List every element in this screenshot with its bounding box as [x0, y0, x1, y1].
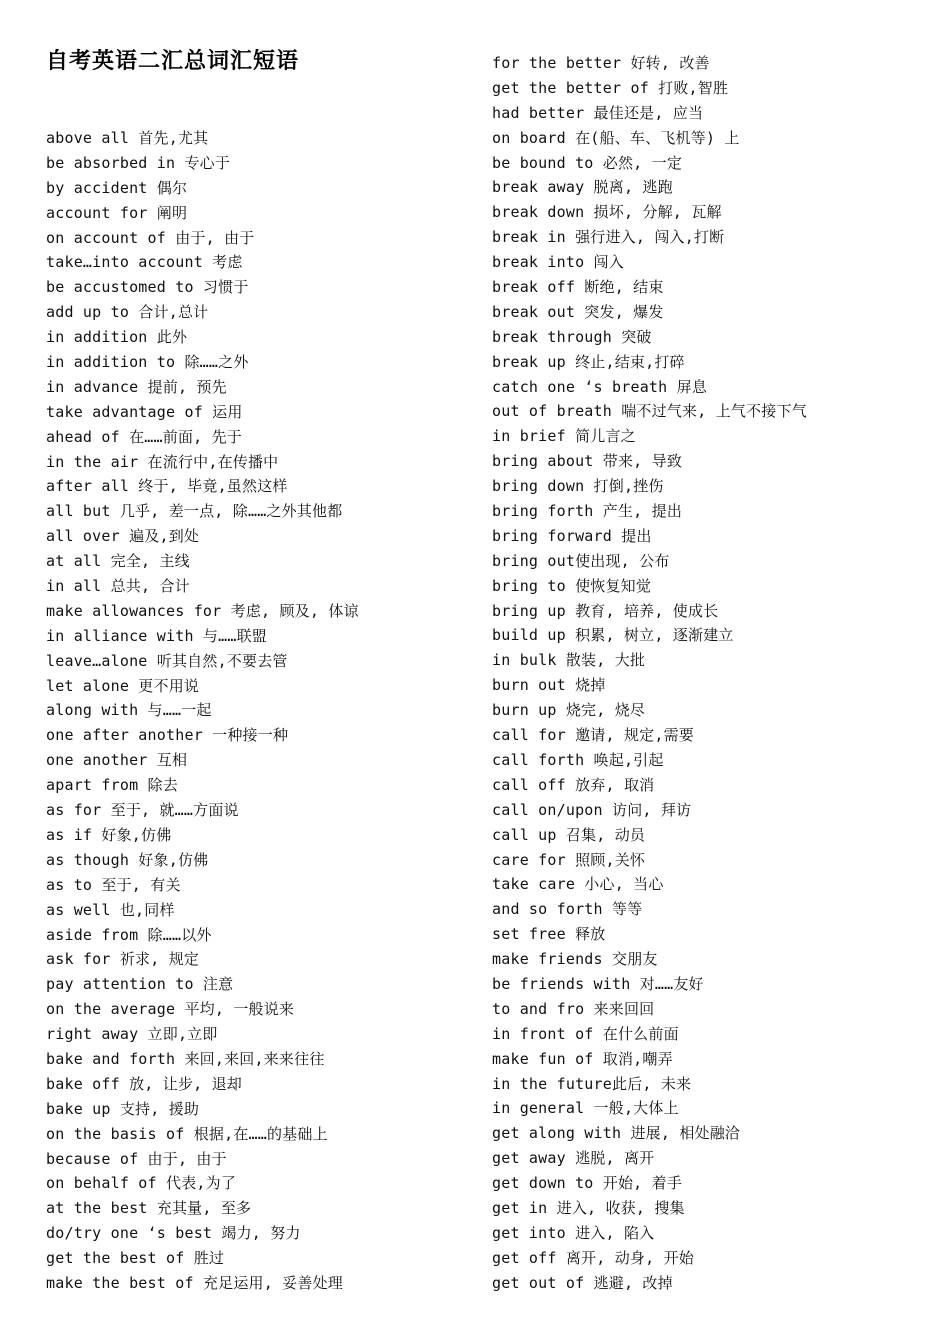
- right-phrase-column: [492, 51, 942, 1296]
- phrase-entry: and so forth 等等: [492, 900, 643, 919]
- phrase-entry: in the air 在流行中,在传播中: [46, 452, 279, 471]
- phrase-entry: care for 照顾,关怀: [492, 850, 646, 869]
- phrase-entry: take advantage of 运用: [46, 402, 243, 421]
- phrase-entry: above all 首先,尤其: [46, 129, 209, 147]
- phrase-entry: call off 放弃, 取消: [492, 775, 655, 794]
- phrase-entry: bring to 使恢复知觉: [492, 576, 652, 595]
- phrase-entry: make the best of 充足运用, 妥善处理: [46, 1273, 343, 1292]
- phrase-entry: get out of 逃避, 改掉: [492, 1273, 673, 1292]
- phrase-entry: as well 也,同样: [46, 900, 175, 919]
- phrase-entry: bring out使出现, 公布: [492, 551, 670, 570]
- phrase-entry: break out 突发, 爆发: [492, 302, 664, 321]
- phrase-entry: call forth 唤起,引起: [492, 750, 664, 769]
- phrase-entry: call for 邀请, 规定,需要: [492, 726, 694, 745]
- phrase-entry: get the best of 胜过: [46, 1249, 225, 1268]
- phrase-entry: to and fro 来来回回: [492, 999, 655, 1018]
- phrase-entry: break down 损坏, 分解, 瓦解: [492, 203, 722, 222]
- phrase-entry: by accident 偶尔: [46, 178, 188, 197]
- phrase-entry: on board 在(船、车、飞机等) 上: [492, 128, 740, 147]
- phrase-entry: for the better 好转, 改善: [492, 54, 710, 72]
- phrase-entry: set free 释放: [492, 925, 606, 944]
- phrase-entry: get away 逃脱, 离开: [492, 1149, 655, 1168]
- phrase-entry: along with 与……一起: [46, 701, 212, 720]
- phrase-entry: break away 脱离, 逃跑: [492, 178, 673, 197]
- phrase-entry: call up 召集, 动员: [492, 825, 646, 844]
- phrase-entry: be friends with 对……友好: [492, 974, 704, 993]
- phrase-entry: as though 好象,仿佛: [46, 850, 209, 869]
- phrase-entry: be bound to 必然, 一定: [492, 153, 683, 172]
- phrase-entry: break into 闯入: [492, 253, 624, 272]
- phrase-entry: be accustomed to 习惯于: [46, 278, 249, 297]
- phrase-entry: in advance 提前, 预先: [46, 377, 227, 396]
- page-title: 自考英语二汇总词汇短语: [46, 49, 300, 74]
- phrase-entry: one another 互相: [46, 751, 188, 770]
- phrase-entry: all but 几乎, 差一点, 除……之外其他都: [46, 502, 343, 521]
- phrase-entry: get in 进入, 收获, 搜集: [492, 1198, 685, 1217]
- phrase-entry: bring down 打倒,挫伤: [492, 477, 664, 496]
- phrase-entry: in all 总共, 合计: [46, 577, 190, 596]
- phrase-entry: in general 一般,大体上: [492, 1099, 679, 1118]
- phrase-entry: get down to 开始, 着手: [492, 1174, 683, 1193]
- phrase-entry: all over 遍及,到处: [46, 527, 200, 546]
- phrase-entry: right away 立即,立即: [46, 1025, 218, 1044]
- phrase-entry: do/try one ‘s best 竭力, 努力: [46, 1224, 301, 1243]
- phrase-entry: bring about 带来, 导致: [492, 452, 683, 471]
- phrase-entry: bring forward 提出: [492, 526, 652, 545]
- phrase-entry: bring forth 产生, 提出: [492, 502, 683, 521]
- phrase-entry: account for 阐明: [46, 203, 188, 222]
- phrase-entry: bake and forth 来回,来回,来来往往: [46, 1049, 325, 1068]
- phrase-entry: leave…alone 听其自然,不要去管: [46, 651, 288, 670]
- phrase-entry: on the average 平均, 一般说来: [46, 1000, 295, 1019]
- phrase-entry: bring up 教育, 培养, 使成长: [492, 601, 719, 620]
- phrase-entry: be absorbed in 专心于: [46, 153, 231, 172]
- phrase-entry: bake off 放, 让步, 退却: [46, 1074, 243, 1093]
- phrase-entry: at the best 充其量, 至多: [46, 1199, 252, 1218]
- phrase-entry: after all 终于, 毕竟,虽然这样: [46, 477, 288, 496]
- phrase-entry: ahead of 在……前面, 先于: [46, 427, 243, 446]
- phrase-entry: in brief 简儿言之: [492, 427, 636, 446]
- phrase-entry: break through 突破: [492, 327, 652, 346]
- phrase-entry: in front of 在什么前面: [492, 1024, 679, 1043]
- phrase-entry: break off 断绝, 结束: [492, 278, 664, 297]
- phrase-entry: as to 至于, 有关: [46, 875, 181, 894]
- phrase-entry: in alliance with 与……联盟: [46, 626, 267, 645]
- phrase-entry: as if 好象,仿佛: [46, 825, 172, 844]
- left-phrase-column: [46, 126, 466, 1296]
- phrase-entry: burn up 烧完, 烧尽: [492, 701, 646, 720]
- phrase-entry: as for 至于, 就……方面说: [46, 801, 239, 820]
- phrase-entry: get off 离开, 动身, 开始: [492, 1248, 694, 1267]
- phrase-entry: out of breath 喘不过气来, 上气不接下气: [492, 402, 807, 421]
- phrase-entry: aside from 除……以外: [46, 925, 212, 944]
- phrase-entry: call on/upon 访问, 拜访: [492, 800, 692, 819]
- phrase-entry: pay attention to 注意: [46, 975, 234, 994]
- phrase-entry: take care 小心, 当心: [492, 875, 664, 894]
- phrase-entry: ask for 祈求, 规定: [46, 950, 200, 969]
- phrase-entry: on account of 由于, 由于: [46, 228, 255, 247]
- phrase-entry: take…into account 考虑: [46, 253, 243, 272]
- phrase-entry: in the future此后, 未来: [492, 1074, 692, 1093]
- phrase-entry: on the basis of 根据,在……的基础上: [46, 1124, 328, 1143]
- phrase-entry: in bulk 散装, 大批: [492, 651, 646, 670]
- phrase-entry: one after another 一种接一种: [46, 726, 289, 745]
- phrase-entry: let alone 更不用说: [46, 676, 200, 695]
- phrase-entry: bake up 支持, 援助: [46, 1099, 200, 1118]
- phrase-entry: break up 终止,结束,打碎: [492, 352, 685, 371]
- phrase-entry: had better 最佳还是, 应当: [492, 103, 704, 122]
- phrase-entry: make friends 交朋友: [492, 950, 658, 969]
- phrase-entry: get into 进入, 陷入: [492, 1223, 655, 1242]
- phrase-entry: apart from 除去: [46, 776, 178, 795]
- phrase-entry: because of 由于, 由于: [46, 1149, 227, 1168]
- phrase-entry: make allowances for 考虑, 顾及, 体谅: [46, 601, 359, 620]
- phrase-entry: in addition 此外: [46, 328, 188, 347]
- phrase-entry: burn out 烧掉: [492, 676, 606, 695]
- phrase-entry: add up to 合计,总计: [46, 303, 209, 322]
- phrase-entry: at all 完全, 主线: [46, 552, 190, 571]
- phrase-entry: get along with 进展, 相处融洽: [492, 1124, 741, 1143]
- phrase-entry: break in 强行进入, 闯入,打断: [492, 228, 725, 247]
- phrase-entry: get the better of 打败,智胜: [492, 78, 729, 97]
- phrase-entry: build up 积累, 树立, 逐渐建立: [492, 626, 734, 645]
- phrase-entry: catch one ‘s breath 屏息: [492, 377, 708, 396]
- phrase-entry: on behalf of 代表,为了: [46, 1174, 237, 1193]
- phrase-entry: in addition to 除……之外: [46, 353, 249, 372]
- phrase-entry: make fun of 取消,嘲弄: [492, 1049, 673, 1068]
